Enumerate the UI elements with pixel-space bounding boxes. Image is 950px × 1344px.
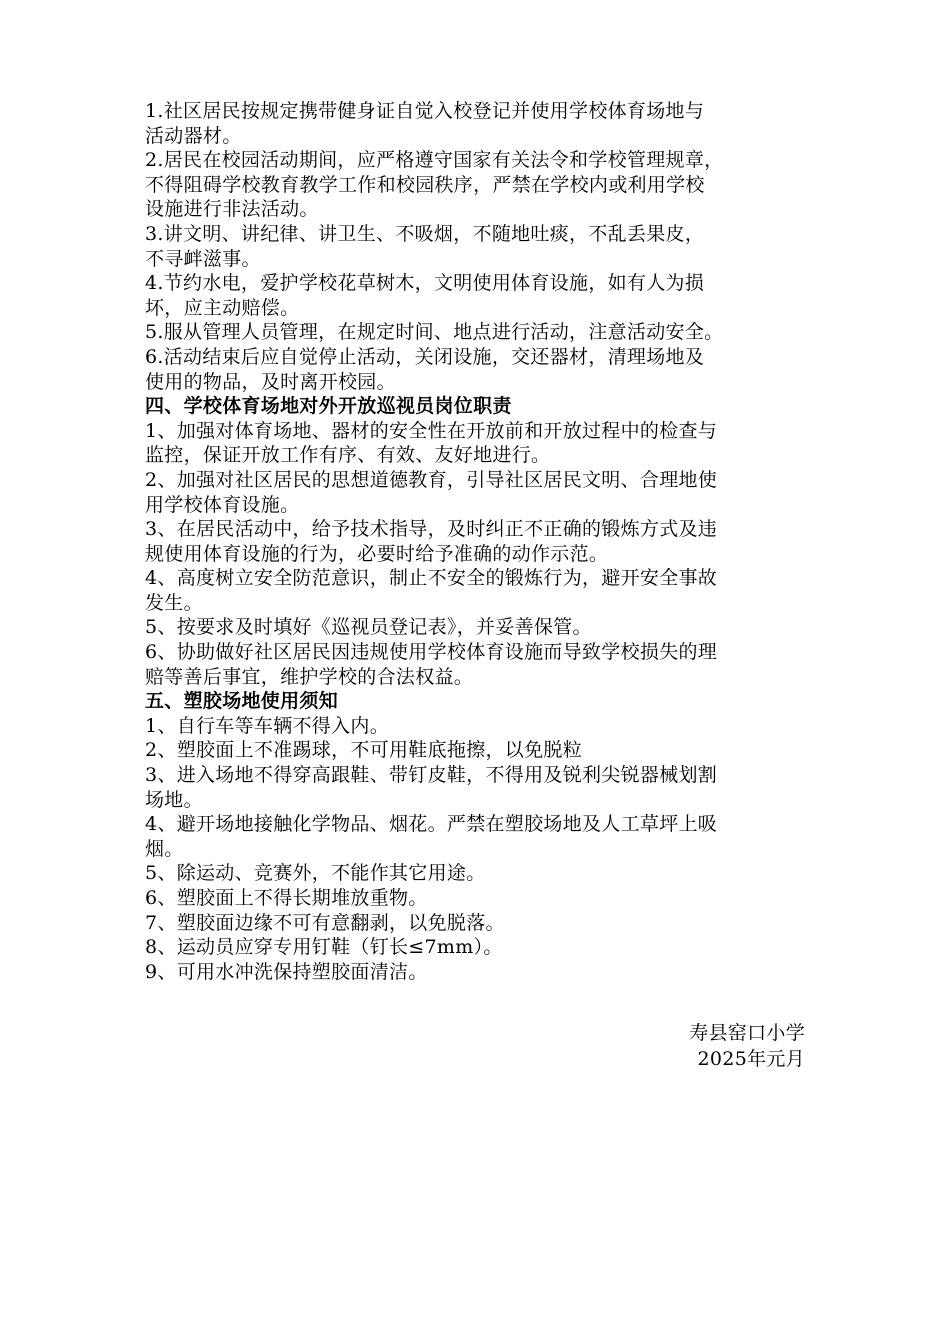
text-line: 4.节约水电，爱护学校花草树木，文明使用体育设施，如有人为损 — [145, 272, 705, 295]
text-line: 监控，保证开放工作有序、有效、友好地进行。 — [145, 444, 551, 467]
text-line: 用学校体育设施。 — [145, 493, 300, 516]
text-line: 规使用体育设施的行为，必要时给予准确的动作示范。 — [145, 542, 609, 565]
signature-block — [689, 1020, 805, 1072]
text-line: 1.社区居民按规定携带健身证自觉入校登记并使用学校体育场地与 — [145, 100, 705, 122]
text-line: 9、可用水冲洗保持塑胶面清洁。 — [145, 960, 428, 983]
text-line: 赔等善后事宜，维护学校的合法权益。 — [145, 665, 474, 688]
text-line: 4、避开场地接触化学物品、烟花。严禁在塑胶场地及人工草坪上吸 — [145, 813, 718, 836]
text-line: 6、协助做好社区居民因违规使用学校体育设施而导致学校损失的理 — [145, 641, 718, 664]
document-date: 2025年元月 — [697, 1048, 805, 1070]
text-line: 不得阻碍学校教育教学工作和校园秩序，严禁在学校内或利用学校 — [145, 173, 705, 196]
text-line: 1、加强对体育场地、器材的安全性在开放前和开放过程中的检查与 — [145, 419, 718, 442]
document-body — [145, 99, 810, 984]
text-line: 2.居民在校园活动期间，应严格遵守国家有关法令和学校管理规章， — [145, 149, 724, 172]
text-line: 3.讲文明、讲纪律、讲卫生、不吸烟，不随地吐痰，不乱丢果皮， — [145, 222, 705, 245]
text-line: 5、按要求及时填好《巡视员登记表》，并妥善保管。 — [145, 616, 592, 639]
text-line: 烟。 — [145, 837, 184, 860]
text-line: 使用的物品，及时离开校园。 — [145, 370, 396, 393]
text-line: 3、在居民活动中，给予技术指导，及时纠正不正确的锻炼方式及违 — [145, 518, 718, 541]
text-line: 活动器材。 — [145, 124, 242, 147]
text-line: 不寻衅滋事。 — [145, 247, 261, 270]
text-line: 1、自行车等车辆不得入内。 — [145, 714, 389, 737]
section-heading: 四、学校体育场地对外开放巡视员岗位职责 — [145, 395, 512, 418]
school-name: 寿县窑口小学 — [689, 1022, 805, 1044]
text-line: 5、除运动、竞赛外，不能作其它用途。 — [145, 862, 486, 885]
section-heading: 五、塑胶场地使用须知 — [145, 690, 339, 713]
text-line: 设施进行非法活动。 — [145, 198, 319, 221]
text-line: 8、运动员应穿专用钉鞋（钉长≤7mm）。 — [145, 936, 503, 959]
text-line: 2、塑胶面上不准踢球，不可用鞋底拖擦，以免脱粒 — [145, 739, 582, 762]
text-line: 6、塑胶面上不得长期堆放重物。 — [145, 887, 428, 909]
text-line: 坏，应主动赔偿。 — [145, 296, 300, 319]
text-line: 5.服从管理人员管理，在规定时间、地点进行活动，注意活动安全。 — [145, 321, 724, 344]
text-line: 场地。 — [145, 788, 203, 811]
text-line: 4、高度树立安全防范意识，制止不安全的锻炼行为，避开安全事故 — [145, 567, 718, 590]
text-line: 6.活动结束后应自觉停止活动，关闭设施，交还器材，清理场地及 — [145, 345, 705, 368]
text-line: 发生。 — [145, 591, 203, 614]
text-line: 2、加强对社区居民的思想道德教育，引导社区居民文明、合理地使 — [145, 468, 718, 491]
text-line: 7、塑胶面边缘不可有意翻剥，以免脱落。 — [145, 911, 505, 934]
text-line: 3、进入场地不得穿高跟鞋、带钉皮鞋，不得用及锐利尖锐器械划割 — [145, 764, 718, 787]
